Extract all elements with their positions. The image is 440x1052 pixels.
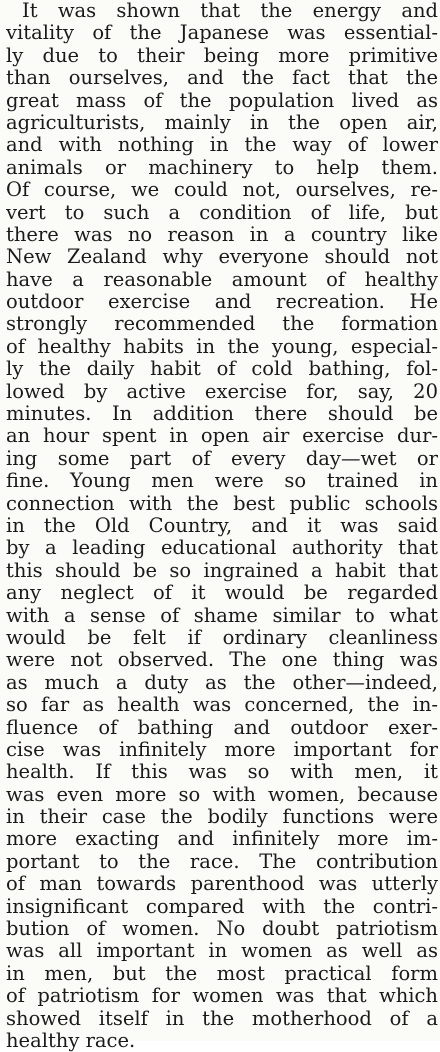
- text-line: fine. Young men were so trained in: [6, 470, 438, 493]
- text-line: of man towards parenthood was utterly: [6, 873, 438, 896]
- text-line: cise was infinitely more important for: [6, 738, 438, 761]
- text-line: New Zealand why everyone should not: [6, 246, 438, 269]
- text-line: vitality of the Japanese was essential-: [6, 22, 438, 45]
- text-line: any neglect of it would be regarded: [6, 582, 438, 605]
- text-line: so far as health was concerned, the in-: [6, 694, 438, 717]
- text-line: insignificant compared with the contri-: [6, 895, 438, 918]
- text-line: outdoor exercise and recreation. He: [6, 291, 438, 314]
- text-line: would be felt if ordinary cleanliness: [6, 626, 438, 649]
- text-line: health. If this was so with men, it: [6, 761, 438, 784]
- text-line: portant to the race. The contribution: [6, 850, 438, 873]
- text-line: in men, but the most practical form: [6, 962, 438, 985]
- text-line: by a leading educational authority that: [6, 537, 438, 560]
- article-body: [6, 0, 438, 1052]
- text-line: have a reasonable amount of healthy: [6, 268, 438, 291]
- text-line: with a sense of shame similar to what: [6, 604, 438, 627]
- text-line: was even more so with women, because: [6, 783, 438, 806]
- text-line: were not observed. The one thing was: [6, 649, 438, 672]
- text-line: lowed by active exercise for, say, 20: [6, 380, 438, 403]
- text-line: healthy race.: [6, 1029, 136, 1052]
- text-line: this should be so ingrained a habit that: [6, 559, 438, 582]
- text-line: and with nothing in the way of lower: [6, 134, 438, 157]
- text-line: in the Old Country, and it was said: [6, 514, 438, 537]
- text-line: bution of women. No doubt patriotism: [6, 918, 438, 941]
- text-line: showed itself in the motherhood of a: [6, 1007, 438, 1030]
- text-line: in their case the bodily functions were: [6, 806, 438, 829]
- text-line: there was no reason in a country like: [6, 223, 438, 246]
- text-line: fluence of bathing and outdoor exer-: [6, 716, 438, 739]
- text-line: of healthy habits in the young, especial-: [6, 335, 438, 358]
- text-line: strongly recommended the formation: [6, 313, 438, 336]
- text-line: connection with the best public schools: [6, 492, 438, 515]
- text-line: vert to such a condition of life, but: [6, 201, 438, 224]
- text-line: great mass of the population lived as: [6, 89, 438, 112]
- text-line: ly the daily habit of cold bathing, fol-: [6, 358, 438, 381]
- text-line: than ourselves, and the fact that the: [6, 67, 438, 90]
- text-line: more exacting and infinitely more im-: [6, 828, 438, 851]
- text-line: agriculturists, mainly in the open air,: [6, 111, 438, 134]
- text-line: ly due to their being more primitive: [6, 44, 438, 67]
- text-line: animals or machinery to help them.: [6, 156, 438, 179]
- text-line: as much a duty as the other—indeed,: [6, 671, 438, 694]
- text-line: Of course, we could not, ourselves, re-: [6, 179, 438, 202]
- text-line: ing some part of every day—wet or: [6, 447, 438, 470]
- text-line: an hour spent in open air exercise dur-: [6, 425, 438, 448]
- text-line: minutes. In addition there should be: [6, 403, 438, 426]
- text-line: was all important in women as well as: [6, 940, 438, 963]
- text-line: It was shown that the energy and: [22, 0, 438, 22]
- text-line: of patriotism for women was that which: [6, 985, 438, 1008]
